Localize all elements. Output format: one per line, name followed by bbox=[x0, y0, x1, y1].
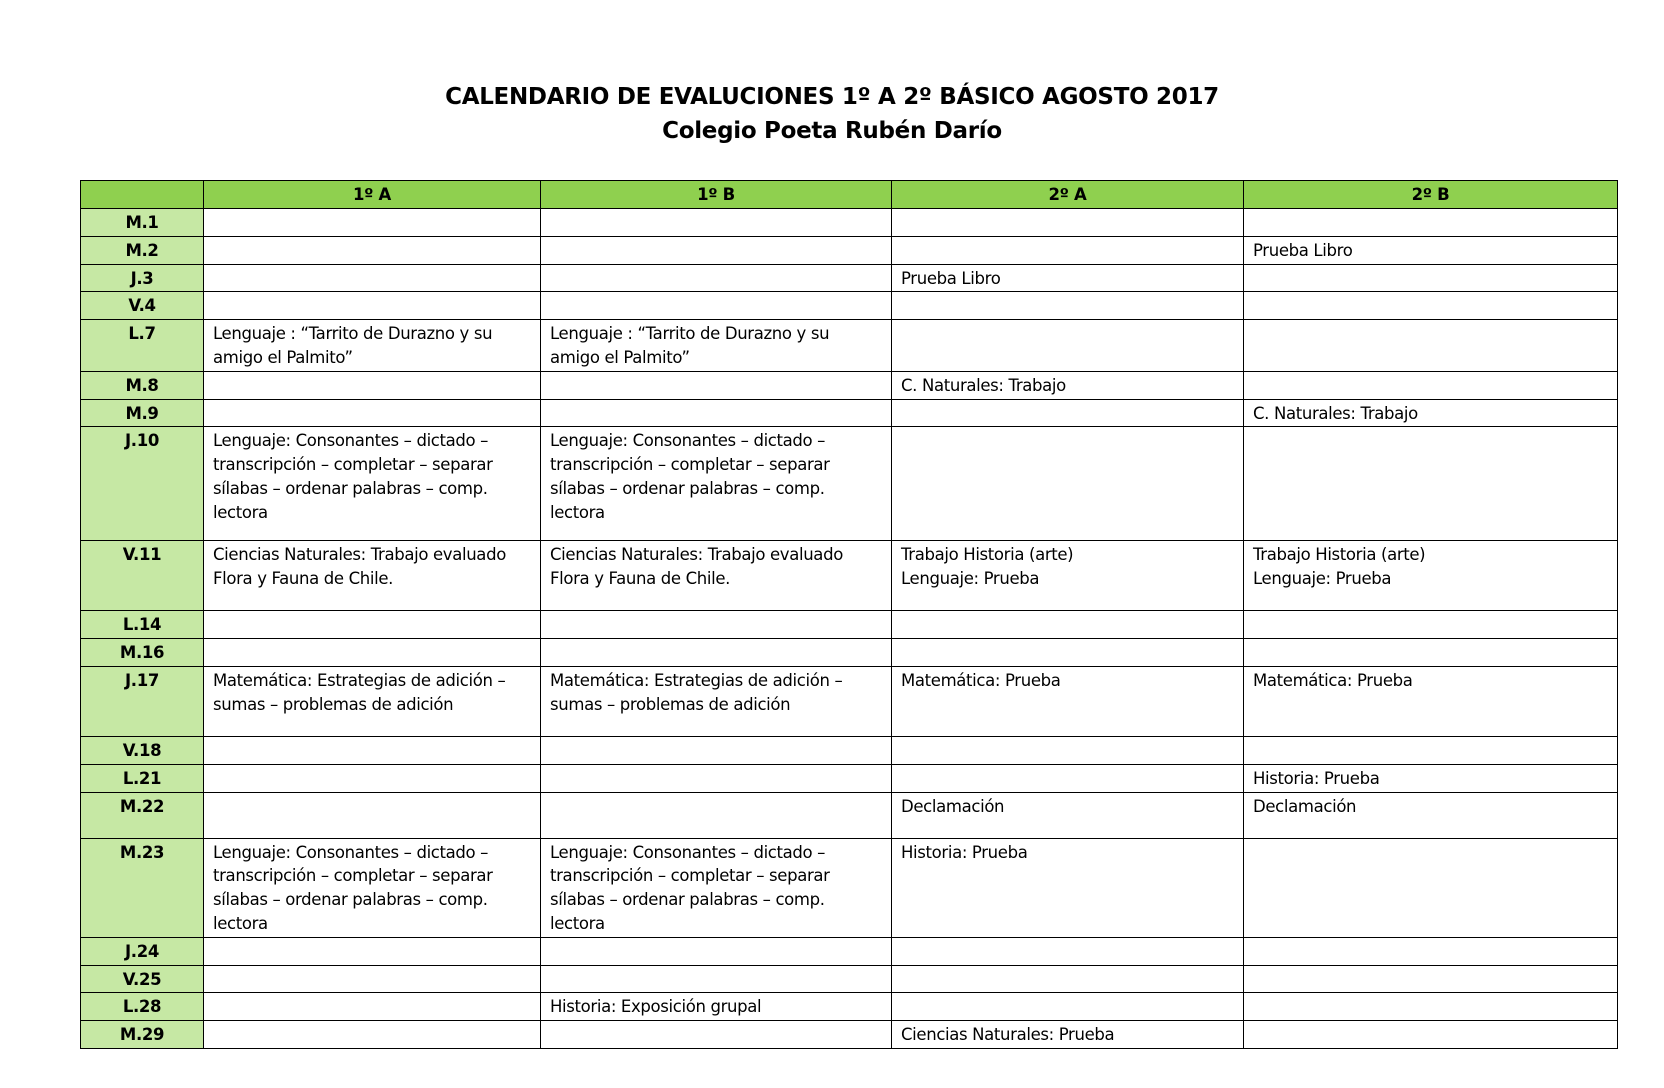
cell-1b bbox=[541, 264, 892, 292]
cell-1b: Lenguaje: Consonantes – dictado – transcripción – completar – separar sílabas – ordenar palabras – comp. lectora bbox=[541, 427, 892, 541]
evaluation-calendar-table bbox=[80, 180, 1618, 1049]
cell-2a: Ciencias Naturales: Prueba bbox=[892, 1021, 1244, 1049]
table-row bbox=[81, 736, 1618, 764]
cell-2b: Trabajo Historia (arte) Lenguaje: Prueba bbox=[1244, 541, 1618, 611]
cell-1a bbox=[204, 264, 541, 292]
cell-1b bbox=[541, 611, 892, 639]
cell-2a: Historia: Prueba bbox=[892, 838, 1244, 937]
document-subtitle: Colegio Poeta Rubén Darío bbox=[662, 118, 1002, 144]
cell-1b bbox=[541, 639, 892, 667]
cell-2a bbox=[892, 937, 1244, 965]
table-row bbox=[81, 1021, 1618, 1049]
day-cell: J.17 bbox=[81, 666, 204, 736]
cell-2a bbox=[892, 993, 1244, 1021]
cell-1a: Lenguaje: Consonantes – dictado – transcripción – completar – separar sílabas – ordenar palabras – comp. lectora bbox=[204, 838, 541, 937]
cell-2a bbox=[892, 965, 1244, 993]
header-2a: 2º A bbox=[892, 181, 1244, 209]
table-row bbox=[81, 666, 1618, 736]
day-cell: J.10 bbox=[81, 427, 204, 541]
table-row bbox=[81, 965, 1618, 993]
cell-2a bbox=[892, 427, 1244, 541]
cell-1a: Ciencias Naturales: Trabajo evaluado Flora y Fauna de Chile. bbox=[204, 541, 541, 611]
cell-1b bbox=[541, 965, 892, 993]
cell-2b bbox=[1244, 736, 1618, 764]
day-cell: V.25 bbox=[81, 965, 204, 993]
table-row bbox=[81, 236, 1618, 264]
cell-2a bbox=[892, 736, 1244, 764]
day-cell: M.22 bbox=[81, 792, 204, 838]
cell-1a bbox=[204, 736, 541, 764]
table-row bbox=[81, 764, 1618, 792]
cell-1b: Lenguaje : “Tarrito de Durazno y su amigo el Palmito” bbox=[541, 320, 892, 372]
cell-1b: Matemática: Estrategias de adición – sumas – problemas de adición bbox=[541, 666, 892, 736]
cell-1b bbox=[541, 792, 892, 838]
table-row bbox=[81, 209, 1618, 237]
table-row bbox=[81, 792, 1618, 838]
table-row bbox=[81, 371, 1618, 399]
cell-2b bbox=[1244, 993, 1618, 1021]
cell-1a bbox=[204, 965, 541, 993]
header-1a: 1º A bbox=[204, 181, 541, 209]
cell-1a bbox=[204, 209, 541, 237]
table-row bbox=[81, 541, 1618, 611]
cell-1a bbox=[204, 792, 541, 838]
cell-1b bbox=[541, 764, 892, 792]
table-row bbox=[81, 320, 1618, 372]
cell-2b bbox=[1244, 427, 1618, 541]
cell-1b: Ciencias Naturales: Trabajo evaluado Flora y Fauna de Chile. bbox=[541, 541, 892, 611]
cell-1a bbox=[204, 371, 541, 399]
cell-1a bbox=[204, 236, 541, 264]
cell-2a: Prueba Libro bbox=[892, 264, 1244, 292]
cell-2a bbox=[892, 611, 1244, 639]
cell-1b bbox=[541, 209, 892, 237]
table-row bbox=[81, 993, 1618, 1021]
day-cell: M.2 bbox=[81, 236, 204, 264]
cell-1a bbox=[204, 639, 541, 667]
table-row bbox=[81, 292, 1618, 320]
cell-1a: Matemática: Estrategias de adición – sumas – problemas de adición bbox=[204, 666, 541, 736]
table-row bbox=[81, 264, 1618, 292]
cell-1b bbox=[541, 292, 892, 320]
document-title: CALENDARIO DE EVALUCIONES 1º A 2º BÁSICO AGOSTO 2017 bbox=[445, 84, 1219, 110]
table-header-row bbox=[81, 181, 1618, 209]
cell-1a bbox=[204, 292, 541, 320]
day-cell: L.7 bbox=[81, 320, 204, 372]
cell-2b bbox=[1244, 937, 1618, 965]
cell-2b bbox=[1244, 965, 1618, 993]
day-cell: L.14 bbox=[81, 611, 204, 639]
cell-2b bbox=[1244, 292, 1618, 320]
cell-2b bbox=[1244, 371, 1618, 399]
cell-2b bbox=[1244, 209, 1618, 237]
cell-2a bbox=[892, 236, 1244, 264]
cell-1a bbox=[204, 993, 541, 1021]
cell-1b bbox=[541, 937, 892, 965]
cell-2a bbox=[892, 639, 1244, 667]
cell-2a bbox=[892, 209, 1244, 237]
day-cell: L.21 bbox=[81, 764, 204, 792]
cell-2b bbox=[1244, 838, 1618, 937]
cell-2a bbox=[892, 399, 1244, 427]
cell-2b: Historia: Prueba bbox=[1244, 764, 1618, 792]
cell-2b: Matemática: Prueba bbox=[1244, 666, 1618, 736]
cell-1b bbox=[541, 236, 892, 264]
cell-2a: C. Naturales: Trabajo bbox=[892, 371, 1244, 399]
day-cell: M.9 bbox=[81, 399, 204, 427]
header-2b: 2º B bbox=[1244, 181, 1618, 209]
cell-2b bbox=[1244, 639, 1618, 667]
cell-1a: Lenguaje: Consonantes – dictado – transcripción – completar – separar sílabas – ordenar palabras – comp. lectora bbox=[204, 427, 541, 541]
day-cell: M.29 bbox=[81, 1021, 204, 1049]
cell-1a bbox=[204, 399, 541, 427]
cell-2b: Prueba Libro bbox=[1244, 236, 1618, 264]
table-row bbox=[81, 611, 1618, 639]
day-cell: M.23 bbox=[81, 838, 204, 937]
cell-1a bbox=[204, 937, 541, 965]
table-row bbox=[81, 838, 1618, 937]
cell-2a: Trabajo Historia (arte) Lenguaje: Prueba bbox=[892, 541, 1244, 611]
table-row bbox=[81, 937, 1618, 965]
cell-1b bbox=[541, 736, 892, 764]
table-row bbox=[81, 639, 1618, 667]
cell-1b: Lenguaje: Consonantes – dictado – transcripción – completar – separar sílabas – ordenar palabras – comp. lectora bbox=[541, 838, 892, 937]
day-cell: M.8 bbox=[81, 371, 204, 399]
day-cell: V.11 bbox=[81, 541, 204, 611]
cell-1a bbox=[204, 764, 541, 792]
day-cell: V.4 bbox=[81, 292, 204, 320]
day-cell: V.18 bbox=[81, 736, 204, 764]
cell-2b bbox=[1244, 264, 1618, 292]
cell-1b bbox=[541, 1021, 892, 1049]
cell-2a: Declamación bbox=[892, 792, 1244, 838]
cell-1a: Lenguaje : “Tarrito de Durazno y su amigo el Palmito” bbox=[204, 320, 541, 372]
cell-2b: C. Naturales: Trabajo bbox=[1244, 399, 1618, 427]
cell-2b: Declamación bbox=[1244, 792, 1618, 838]
cell-1b bbox=[541, 371, 892, 399]
cell-2a bbox=[892, 292, 1244, 320]
day-cell: J.24 bbox=[81, 937, 204, 965]
cell-2b bbox=[1244, 1021, 1618, 1049]
cell-2a: Matemática: Prueba bbox=[892, 666, 1244, 736]
day-cell: L.28 bbox=[81, 993, 204, 1021]
cell-2a bbox=[892, 764, 1244, 792]
table-row bbox=[81, 427, 1618, 541]
day-cell: M.16 bbox=[81, 639, 204, 667]
cell-1a bbox=[204, 611, 541, 639]
calendar-body bbox=[81, 209, 1618, 1049]
table-row bbox=[81, 399, 1618, 427]
cell-2b bbox=[1244, 611, 1618, 639]
cell-2a bbox=[892, 320, 1244, 372]
header-day-column bbox=[81, 181, 204, 209]
cell-1b: Historia: Exposición grupal bbox=[541, 993, 892, 1021]
cell-1a bbox=[204, 1021, 541, 1049]
day-cell: M.1 bbox=[81, 209, 204, 237]
header-1b: 1º B bbox=[541, 181, 892, 209]
day-cell: J.3 bbox=[81, 264, 204, 292]
cell-2b bbox=[1244, 320, 1618, 372]
cell-1b bbox=[541, 399, 892, 427]
